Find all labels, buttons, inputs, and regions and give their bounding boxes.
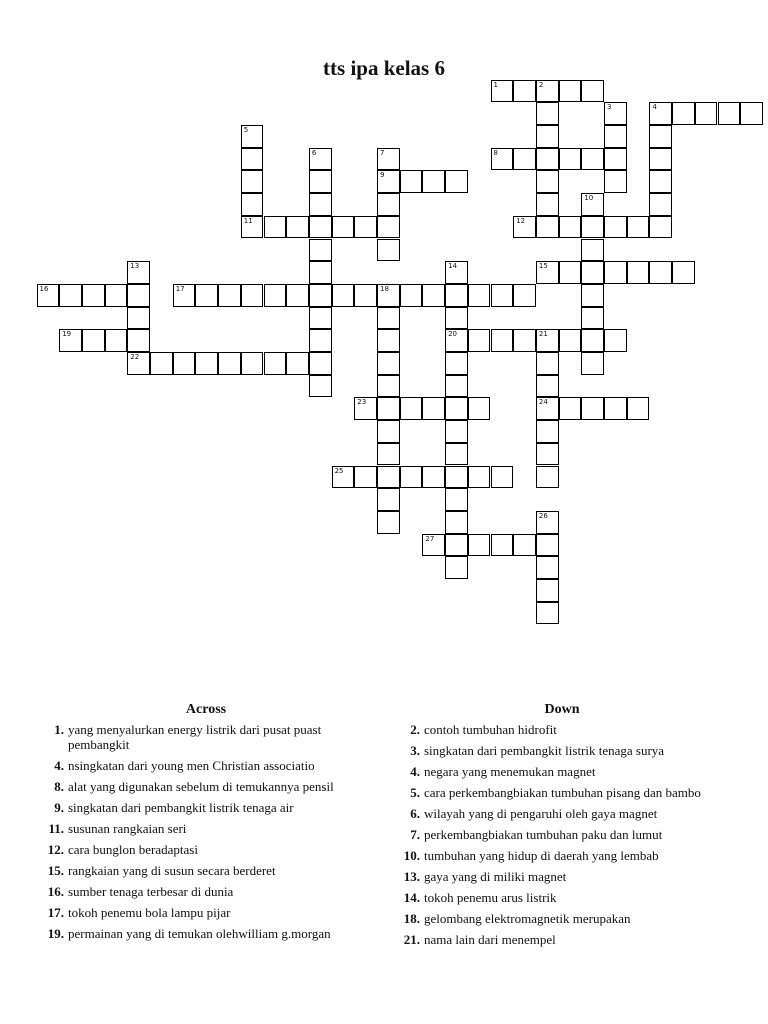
grid-cell[interactable]	[445, 261, 468, 284]
grid-cell[interactable]	[491, 80, 514, 103]
across-clues	[36, 702, 376, 947]
grid-cell[interactable]	[559, 261, 582, 284]
clue-number: 19	[62, 330, 72, 339]
grid-cell[interactable]	[581, 261, 604, 284]
clue-number: 6.	[410, 806, 420, 821]
grid-cell[interactable]	[127, 261, 150, 284]
clue-number: 25	[334, 466, 344, 475]
grid-cell[interactable]	[604, 148, 627, 171]
across-clue	[36, 905, 376, 920]
clue-text: nsingkatan dari young men Christian associatio	[68, 758, 315, 773]
grid-cell[interactable]	[604, 170, 627, 193]
grid-cell[interactable]	[536, 579, 559, 602]
grid-cell[interactable]	[491, 466, 514, 489]
clue-number: 21	[538, 330, 548, 339]
clue-number: 15	[538, 262, 548, 271]
grid-cell[interactable]	[513, 534, 536, 557]
grid-cell[interactable]	[377, 375, 400, 398]
grid-cell[interactable]	[536, 602, 559, 625]
clue-number: 15.	[47, 863, 64, 878]
grid-cell[interactable]	[377, 443, 400, 466]
grid-cell[interactable]	[604, 125, 627, 148]
clue-number: 21.	[403, 932, 420, 947]
clue-number: 23	[357, 398, 367, 407]
grid-cell[interactable]	[377, 239, 400, 262]
grid-cell[interactable]	[536, 216, 559, 239]
down-clue	[392, 890, 732, 905]
grid-cell[interactable]	[309, 239, 332, 262]
across-clue	[36, 863, 376, 878]
clue-text: tokoh penemu arus listrik	[424, 890, 557, 905]
clue-number: 24	[538, 398, 548, 407]
grid-cell[interactable]	[581, 397, 604, 420]
across-clue	[36, 884, 376, 899]
clue-number: 13	[130, 262, 140, 271]
grid-cell[interactable]	[309, 170, 332, 193]
grid-cell[interactable]	[559, 148, 582, 171]
grid-cell[interactable]	[445, 534, 468, 557]
grid-cell[interactable]	[604, 216, 627, 239]
grid-cell[interactable]	[377, 488, 400, 511]
grid-cell[interactable]	[445, 352, 468, 375]
clue-number: 5.	[410, 785, 420, 800]
grid-cell[interactable]	[82, 284, 105, 307]
grid-cell[interactable]	[286, 216, 309, 239]
grid-cell[interactable]	[491, 329, 514, 352]
clue-number: 2.	[410, 722, 420, 737]
clue-number: 22	[130, 353, 140, 361]
grid-cell[interactable]	[604, 102, 627, 125]
grid-cell[interactable]	[309, 284, 332, 307]
grid-cell[interactable]	[445, 511, 468, 534]
grid-cell[interactable]	[627, 261, 650, 284]
clue-number: 12	[516, 216, 526, 225]
clue-text: wilayah yang di pengaruhi oleh gaya magnet	[424, 806, 658, 821]
grid-cell[interactable]	[718, 102, 741, 125]
grid-cell[interactable]	[59, 284, 82, 307]
clue-number: 3	[607, 103, 612, 112]
clue-text: alat yang digunakan sebelum di temukannya pensil	[68, 779, 334, 794]
grid-cell[interactable]	[241, 193, 264, 216]
grid-cell[interactable]	[559, 397, 582, 420]
grid-cell[interactable]	[581, 307, 604, 330]
clue-number: 10	[584, 194, 594, 203]
grid-cell[interactable]	[309, 352, 332, 375]
grid-cell[interactable]	[309, 193, 332, 216]
clue-text: rangkaian yang di susun secara berderet	[68, 863, 276, 878]
grid-cell[interactable]	[536, 352, 559, 375]
clue-text: cara bunglon beradaptasi	[68, 842, 198, 857]
across-clue	[36, 821, 376, 836]
grid-cell[interactable]	[354, 216, 377, 239]
clue-text: gelombang elektromagnetik merupakan	[424, 911, 631, 926]
clue-number: 11.	[48, 821, 64, 836]
grid-cell[interactable]	[309, 329, 332, 352]
across-clue	[36, 779, 376, 794]
grid-cell[interactable]	[581, 80, 604, 103]
grid-cell[interactable]	[649, 125, 672, 148]
grid-cell[interactable]	[536, 193, 559, 216]
grid-cell[interactable]	[604, 261, 627, 284]
grid-cell[interactable]	[286, 352, 309, 375]
clue-number: 17.	[47, 905, 64, 920]
clue-number: 7	[380, 148, 385, 157]
grid-cell[interactable]	[264, 284, 287, 307]
grid-cell[interactable]	[309, 375, 332, 398]
clue-number: 13.	[403, 869, 420, 884]
clue-text: perkembangbiakan tumbuhan paku dan lumut	[424, 827, 663, 842]
grid-cell[interactable]	[672, 102, 695, 125]
grid-cell[interactable]	[241, 352, 264, 375]
grid-cell[interactable]	[491, 148, 514, 171]
grid-cell[interactable]	[536, 170, 559, 193]
clue-number: 5	[243, 126, 249, 134]
clue-number: 4.	[54, 758, 64, 773]
grid-cell[interactable]	[536, 329, 559, 352]
grid-cell[interactable]	[377, 329, 400, 352]
grid-cell[interactable]	[127, 352, 150, 375]
grid-cell[interactable]	[309, 148, 332, 171]
down-clue	[392, 722, 732, 737]
clue-number: 26	[538, 511, 548, 520]
grid-cell[interactable]	[377, 307, 400, 330]
across-clue	[36, 926, 376, 941]
grid-cell[interactable]	[218, 284, 241, 307]
grid-cell[interactable]	[468, 466, 491, 489]
grid-cell[interactable]	[241, 216, 264, 239]
grid-cell[interactable]	[400, 466, 423, 489]
grid-cell[interactable]	[241, 284, 264, 307]
down-clue-list	[392, 722, 732, 947]
grid-cell[interactable]	[422, 397, 445, 420]
grid-cell[interactable]	[468, 534, 491, 557]
clue-number: 14.	[403, 890, 420, 905]
grid-cell[interactable]	[536, 556, 559, 579]
down-clue	[392, 785, 732, 800]
clue-text: negara yang menemukan magnet	[424, 764, 596, 779]
across-clue	[36, 800, 376, 815]
clue-number: 3.	[410, 743, 420, 758]
clue-number: 2	[538, 80, 544, 89]
grid-cell[interactable]	[377, 511, 400, 534]
grid-cell[interactable]	[581, 193, 604, 216]
grid-cell[interactable]	[354, 397, 377, 420]
down-clue	[392, 848, 732, 863]
grid-cell[interactable]	[536, 420, 559, 443]
grid-cell[interactable]	[536, 443, 559, 466]
grid-cell[interactable]	[445, 466, 468, 489]
down-clue	[392, 743, 732, 758]
grid-cell[interactable]	[581, 216, 604, 239]
clue-text: nama lain dari menempel	[424, 932, 556, 947]
grid-cell[interactable]	[422, 170, 445, 193]
grid-cell[interactable]	[377, 352, 400, 375]
down-clue	[392, 827, 732, 842]
clue-number: 7.	[410, 827, 420, 842]
grid-cell[interactable]	[422, 466, 445, 489]
grid-cell[interactable]	[559, 329, 582, 352]
clue-text: permainan yang di temukan olehwilliam g.morgan	[68, 926, 331, 941]
grid-cell[interactable]	[400, 284, 423, 307]
grid-cell[interactable]	[241, 170, 264, 193]
grid-cell[interactable]	[377, 148, 400, 171]
clue-text: gaya yang di miliki magnet	[424, 869, 567, 884]
grid-cell[interactable]	[377, 284, 400, 307]
clue-number: 20	[448, 330, 458, 339]
grid-cell[interactable]	[649, 170, 672, 193]
grid-cell[interactable]	[264, 352, 287, 375]
grid-cell[interactable]	[377, 397, 400, 420]
clue-number: 4	[652, 103, 657, 112]
clue-number: 19.	[47, 926, 64, 941]
grid-cell[interactable]	[491, 284, 514, 307]
clue-text: yang menyalurkan energy listrik dari pusat puast pembangkit	[68, 722, 322, 752]
clue-number: 12.	[47, 842, 64, 857]
grid-cell[interactable]	[37, 284, 60, 307]
clue-number: 16.	[47, 884, 64, 899]
down-clue	[392, 932, 732, 947]
grid-cell[interactable]	[332, 216, 355, 239]
grid-cell[interactable]	[354, 466, 377, 489]
grid-cell[interactable]	[286, 284, 309, 307]
clue-number: 4.	[410, 764, 420, 779]
grid-cell[interactable]	[536, 466, 559, 489]
grid-cell[interactable]	[445, 307, 468, 330]
grid-cell[interactable]	[445, 170, 468, 193]
grid-cell[interactable]	[422, 534, 445, 557]
across-clue	[36, 758, 376, 773]
clue-text: singkatan dari pembangkit listrik tenaga air	[68, 800, 294, 815]
grid-cell[interactable]	[559, 216, 582, 239]
grid-cell[interactable]	[445, 375, 468, 398]
clue-number: 6	[311, 148, 317, 157]
grid-cell[interactable]	[309, 261, 332, 284]
grid-cell[interactable]	[649, 261, 672, 284]
grid-cell[interactable]	[536, 102, 559, 125]
grid-cell[interactable]	[445, 488, 468, 511]
grid-cell[interactable]	[536, 511, 559, 534]
clue-text: sumber tenaga terbesar di dunia	[68, 884, 234, 899]
grid-cell[interactable]	[377, 216, 400, 239]
grid-cell[interactable]	[309, 307, 332, 330]
grid-cell[interactable]	[195, 352, 218, 375]
grid-cell[interactable]	[127, 284, 150, 307]
grid-cell[interactable]	[105, 284, 128, 307]
clue-text: contoh tumbuhan hidrofit	[424, 722, 557, 737]
clue-number: 18	[380, 284, 389, 293]
grid-cell[interactable]	[536, 534, 559, 557]
grid-cell[interactable]	[354, 284, 377, 307]
grid-cell[interactable]	[105, 329, 128, 352]
grid-cell[interactable]	[627, 397, 650, 420]
grid-cell[interactable]	[536, 148, 559, 171]
down-clue	[392, 806, 732, 821]
clue-text: cara perkembangbiakan tumbuhan pisang dan bambo	[424, 785, 701, 800]
grid-cell[interactable]	[127, 329, 150, 352]
grid-cell[interactable]	[536, 125, 559, 148]
grid-cell[interactable]	[400, 397, 423, 420]
grid-cell[interactable]	[672, 261, 695, 284]
grid-cell[interactable]	[604, 397, 627, 420]
grid-cell[interactable]	[536, 375, 559, 398]
grid-cell[interactable]	[241, 148, 264, 171]
clue-text: tokoh penemu bola lampu pijar	[68, 905, 231, 920]
grid-cell[interactable]	[377, 466, 400, 489]
grid-cell[interactable]	[536, 261, 559, 284]
grid-cell[interactable]	[649, 193, 672, 216]
clue-number: 14	[448, 262, 458, 271]
grid-cell[interactable]	[513, 284, 536, 307]
grid-cell[interactable]	[332, 284, 355, 307]
clue-number: 18.	[403, 911, 420, 926]
grid-cell[interactable]	[604, 329, 627, 352]
grid-cell[interactable]	[649, 148, 672, 171]
down-clue	[392, 869, 732, 884]
grid-cell[interactable]	[581, 148, 604, 171]
clue-number: 11	[243, 216, 253, 225]
clue-number: 9	[380, 171, 385, 180]
grid-cell[interactable]	[377, 170, 400, 193]
grid-cell[interactable]	[649, 216, 672, 239]
grid-cell[interactable]	[559, 80, 582, 103]
across-clue	[36, 722, 376, 752]
grid-cell[interactable]	[173, 284, 196, 307]
down-clue	[392, 764, 732, 779]
grid-cell[interactable]	[581, 329, 604, 352]
across-clue	[36, 842, 376, 857]
clue-number: 10.	[403, 848, 420, 863]
grid-cell[interactable]	[241, 125, 264, 148]
clue-number: 17	[175, 284, 185, 293]
grid-cell[interactable]	[445, 556, 468, 579]
clue-text: tumbuhan yang hidup di daerah yang lembab	[424, 848, 659, 863]
down-clues	[392, 702, 732, 953]
grid-cell[interactable]	[468, 397, 491, 420]
grid-cell[interactable]	[513, 80, 536, 103]
clue-text: susunan rangkaian seri	[68, 821, 187, 836]
grid-cell[interactable]	[377, 193, 400, 216]
clue-number: 8.	[54, 779, 64, 794]
grid-cell[interactable]	[445, 397, 468, 420]
grid-cell[interactable]	[445, 329, 468, 352]
grid-cell[interactable]	[513, 329, 536, 352]
grid-cell[interactable]	[581, 239, 604, 262]
grid-cell[interactable]	[513, 216, 536, 239]
grid-cell[interactable]	[445, 284, 468, 307]
grid-cell[interactable]	[173, 352, 196, 375]
grid-cell[interactable]	[627, 216, 650, 239]
grid-cell[interactable]	[581, 352, 604, 375]
grid-cell[interactable]	[491, 534, 514, 557]
grid-cell[interactable]	[264, 216, 287, 239]
clue-number: 16	[39, 284, 49, 293]
grid-cell[interactable]	[309, 216, 332, 239]
grid-cell[interactable]	[536, 80, 559, 103]
clue-number: 1.	[54, 722, 64, 737]
grid-cell[interactable]	[740, 102, 763, 125]
down-clue	[392, 911, 732, 926]
grid-cell[interactable]	[445, 443, 468, 466]
grid-cell[interactable]	[536, 397, 559, 420]
clue-number: 8	[493, 148, 498, 157]
grid-cell[interactable]	[195, 284, 218, 307]
down-heading: Down	[544, 702, 580, 717]
clue-text: singkatan dari pembangkit listrik tenaga surya	[424, 743, 665, 758]
grid-cell[interactable]	[513, 148, 536, 171]
grid-cell[interactable]	[377, 420, 400, 443]
across-clue-list	[36, 722, 376, 941]
grid-cell[interactable]	[581, 284, 604, 307]
grid-cell[interactable]	[59, 329, 82, 352]
clue-number: 9.	[54, 800, 64, 815]
grid-cell[interactable]	[400, 170, 423, 193]
grid-cell[interactable]	[422, 284, 445, 307]
grid-cell[interactable]	[218, 352, 241, 375]
grid-cell[interactable]	[445, 420, 468, 443]
grid-cell[interactable]	[695, 102, 718, 125]
grid-cell[interactable]	[468, 284, 491, 307]
clue-number: 1	[493, 80, 498, 89]
clue-number: 27	[425, 534, 435, 543]
page-title: tts ipa kelas 6	[323, 56, 445, 80]
grid-cell[interactable]	[150, 352, 173, 375]
grid-cell[interactable]	[649, 102, 672, 125]
grid-cell[interactable]	[127, 307, 150, 330]
across-heading: Across	[185, 702, 227, 717]
grid-cell[interactable]	[82, 329, 105, 352]
grid-cell[interactable]	[468, 329, 491, 352]
grid-cell[interactable]	[332, 466, 355, 489]
